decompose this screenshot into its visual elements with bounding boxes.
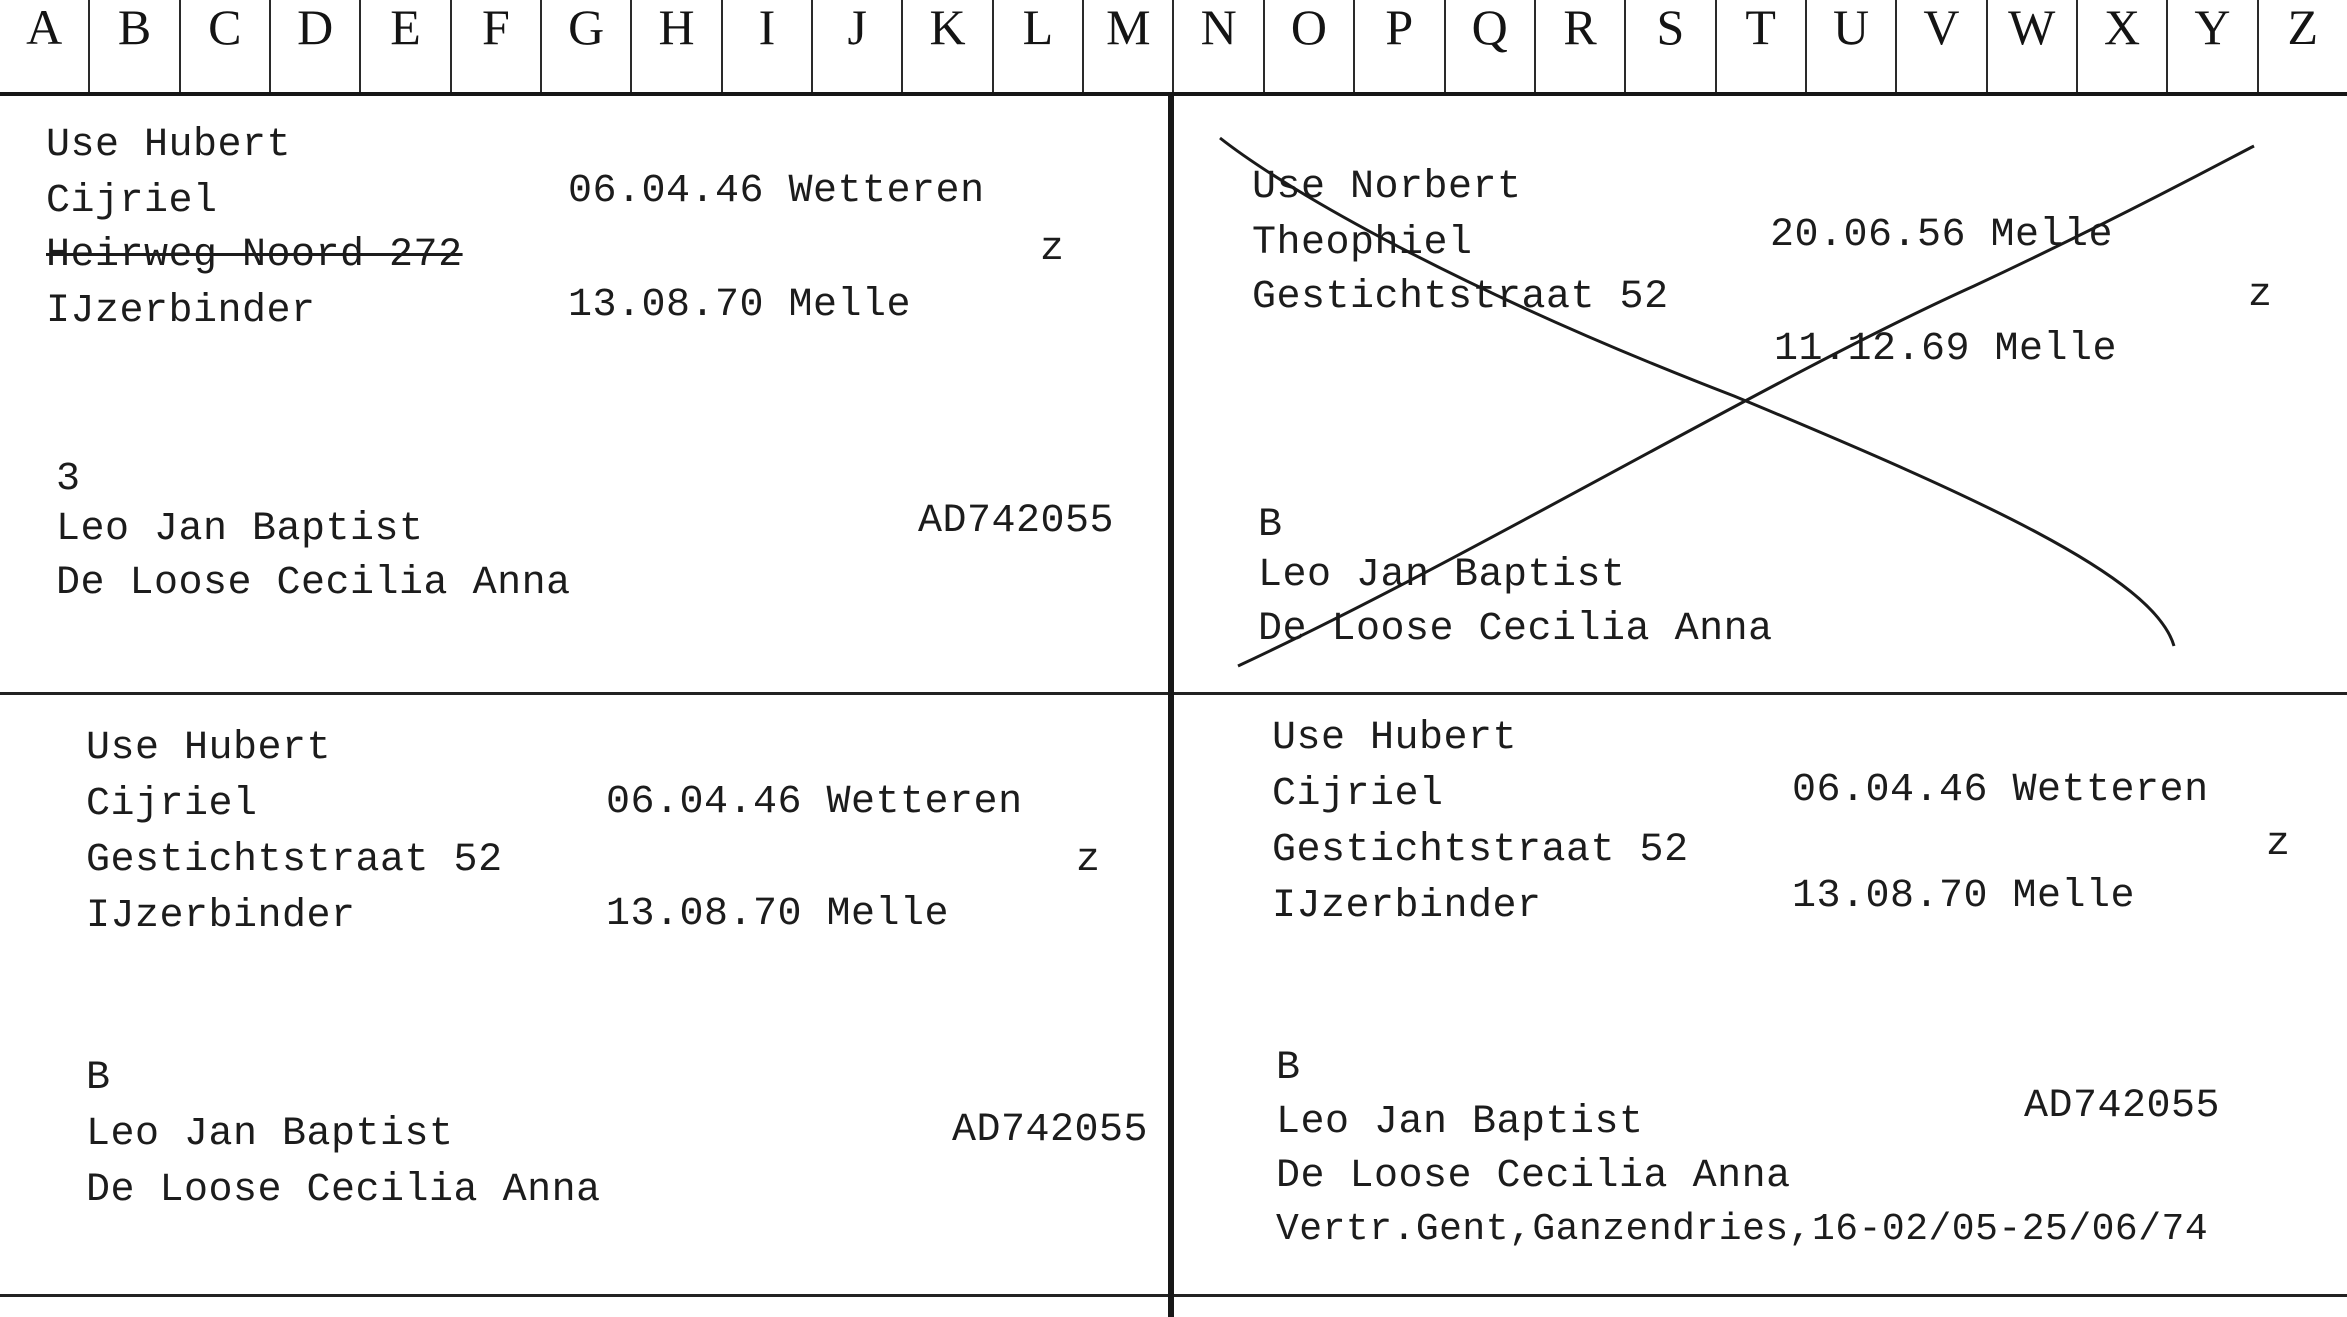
address-line: Gestichtstraat 52 xyxy=(1252,275,1669,320)
alphabet-index-bar xyxy=(0,0,2347,96)
registration-date-place: 13.08.70 Melle xyxy=(1792,874,2136,919)
registration-date-place: 13.08.70 Melle xyxy=(606,892,950,937)
alphabet-letter: P xyxy=(1353,0,1443,92)
mother-name: De Loose Cecilia Anna xyxy=(1258,607,1773,652)
second-name-line: Cijriel xyxy=(86,782,258,827)
alphabet-letter: X xyxy=(2076,0,2166,92)
record-card-4 xyxy=(1174,695,2347,1294)
alphabet-letter: T xyxy=(1715,0,1805,92)
name-line: Use Hubert xyxy=(46,123,292,168)
document-number: AD742055 xyxy=(918,499,1115,544)
sex-mark: z xyxy=(2266,822,2291,867)
mother-name: De Loose Cecilia Anna xyxy=(86,1168,601,1213)
birth-date-place: 20.06.56 Melle xyxy=(1770,213,2114,258)
alphabet-letter: H xyxy=(630,0,720,92)
father-name: Leo Jan Baptist xyxy=(86,1112,454,1157)
sex-mark: z xyxy=(1076,838,1101,883)
father-name: Leo Jan Baptist xyxy=(56,507,424,552)
address-line: Gestichtstraat 52 xyxy=(86,838,503,883)
alphabet-letter: J xyxy=(811,0,901,92)
birth-date-place: 06.04.46 Wetteren xyxy=(1792,768,2209,813)
record-card-2 xyxy=(1174,96,2347,692)
occupation-line: IJzerbinder xyxy=(46,289,316,334)
second-name-line: Cijriel xyxy=(1272,772,1444,817)
document-number: AD742055 xyxy=(952,1108,1149,1153)
second-name-line: Theophiel xyxy=(1252,221,1473,266)
parents-mark: B xyxy=(86,1056,111,1101)
name-line: Use Hubert xyxy=(86,726,332,771)
occupation-line: IJzerbinder xyxy=(86,894,356,939)
departure-note: Vertr.Gent,Ganzendries,16-02/05-25/06/74 xyxy=(1276,1208,2209,1251)
alphabet-letter: R xyxy=(1534,0,1624,92)
alphabet-letter: N xyxy=(1172,0,1262,92)
alphabet-letter: C xyxy=(179,0,269,92)
registration-date-place: 13.08.70 Melle xyxy=(568,283,912,328)
record-card-1 xyxy=(0,96,1168,692)
alphabet-letter: V xyxy=(1895,0,1985,92)
alphabet-letter: O xyxy=(1263,0,1353,92)
alphabet-letter: L xyxy=(992,0,1082,92)
alphabet-letter: I xyxy=(721,0,811,92)
alphabet-letter: Z xyxy=(2257,0,2347,92)
parents-mark: 3 xyxy=(56,457,81,502)
parents-mark: B xyxy=(1276,1046,1301,1091)
bottom-edge-right xyxy=(1174,1294,2347,1297)
alphabet-letter: W xyxy=(1986,0,2076,92)
birth-date-place: 06.04.46 Wetteren xyxy=(606,780,1023,825)
alphabet-letter: E xyxy=(359,0,449,92)
address-line: Gestichtstraat 52 xyxy=(1272,828,1689,873)
alphabet-letter: G xyxy=(540,0,630,92)
alphabet-letter: A xyxy=(26,0,63,55)
sex-mark: z xyxy=(2248,273,2273,318)
occupation-line: IJzerbinder xyxy=(1272,884,1542,929)
alphabet-letter: Y xyxy=(2166,0,2256,92)
mother-name: De Loose Cecilia Anna xyxy=(56,561,571,606)
alphabet-letter: F xyxy=(450,0,540,92)
name-line: Use Hubert xyxy=(1272,716,1518,761)
alphabet-letter: Q xyxy=(1444,0,1534,92)
sex-mark: z xyxy=(1040,227,1065,272)
alphabet-letter: K xyxy=(901,0,991,92)
record-card-3 xyxy=(0,695,1168,1294)
document-number: AD742055 xyxy=(2024,1084,2221,1129)
father-name: Leo Jan Baptist xyxy=(1276,1100,1644,1145)
alphabet-letter: S xyxy=(1624,0,1714,92)
alphabet-letter: M xyxy=(1082,0,1172,92)
registration-date-place: 11.12.69 Melle xyxy=(1774,327,2118,372)
birth-date-place: 06.04.46 Wetteren xyxy=(568,169,985,214)
parents-mark: B xyxy=(1258,503,1283,548)
struck-address-line: Heirweg Noord 272 xyxy=(46,233,463,278)
mother-name: De Loose Cecilia Anna xyxy=(1276,1154,1791,1199)
alphabet-letter: D xyxy=(269,0,359,92)
alphabet-letter: U xyxy=(1805,0,1895,92)
name-line: Use Norbert xyxy=(1252,165,1522,210)
bottom-edge-left xyxy=(0,1294,1168,1297)
father-name: Leo Jan Baptist xyxy=(1258,553,1626,598)
second-name-line: Cijriel xyxy=(46,179,218,224)
alphabet-letter: B xyxy=(88,0,178,92)
